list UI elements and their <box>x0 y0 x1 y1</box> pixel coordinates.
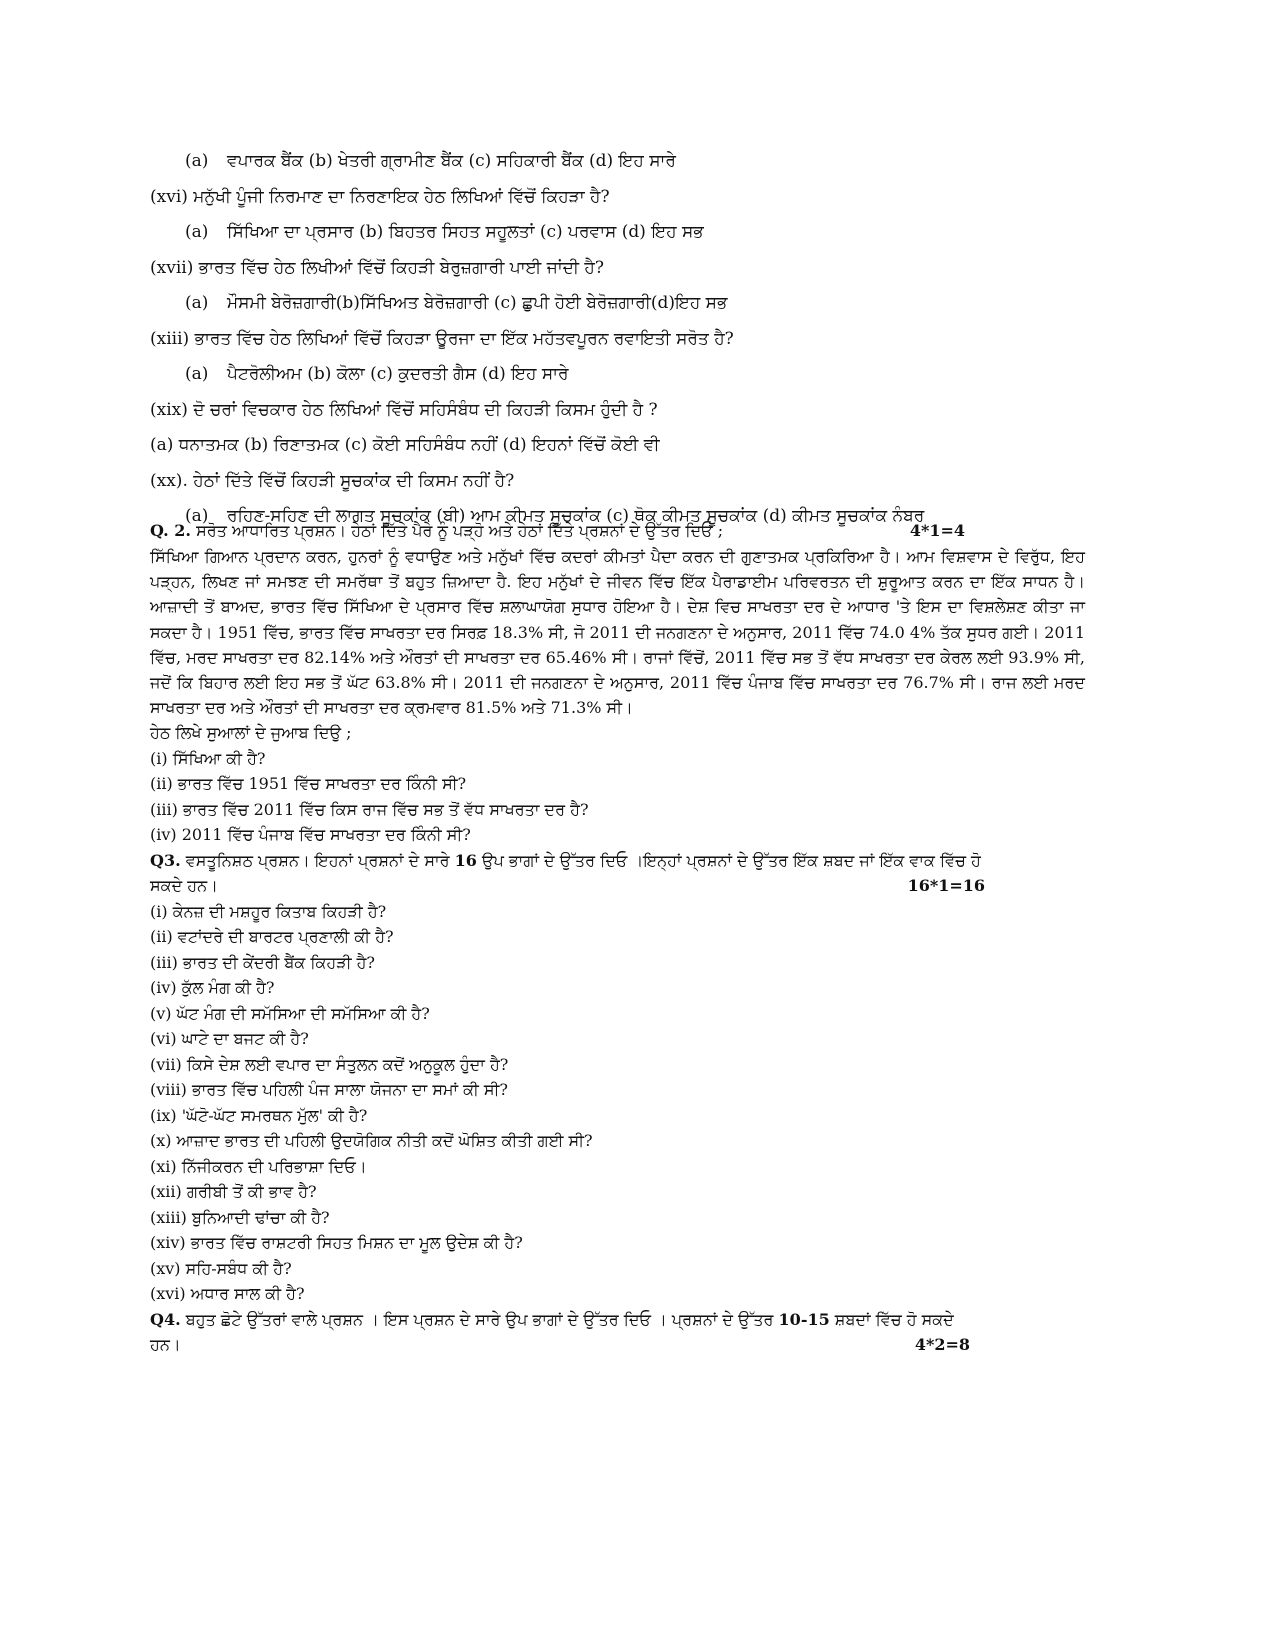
list-item: (ii) ਭਾਰਤ ਵਿੱਚ 1951 ਵਿੱਚ ਸਾਖਰਤਾ ਦਰ ਕਿੰਨੀ ਸੀ? <box>150 774 467 794</box>
q2-heading <box>150 518 1085 544</box>
q3-heading-rest: ਉਪ ਭਾਗਾਂ ਦੇ ਉੱਤਰ ਦਿਓ ।ਇਨ੍ਹਾਂ ਪ੍ਰਸ਼ਨਾਂ ਦੇ ਉੱਤਰ ਇੱਕ ਸ਼ਬਦ ਜਾਂ ਇੱਕ ਵਾਕ ਵਿੱਚ ਹੋ <box>476 850 981 870</box>
question-line: (xx). ਹੇਠਾਂ ਦਿੱਤੇ ਵਿੱਚੋਂ ਕਿਹੜੀ ਸੂਚਕਾਂਕ ਦੀ ਕਿਸਮ ਨਹੀਂ ਹੈ? <box>150 470 515 491</box>
list-item: (v) ਘੱਟ ਮੰਗ ਦੀ ਸਮੱਸਿਆ ਦੀ ਸਮੱਸਿਆ ਕੀ ਹੈ? <box>150 1003 430 1023</box>
list-item: (xvi) ਅਧਾਰ ਸਾਲ ਕੀ ਹੈ? <box>150 1284 305 1304</box>
q2-heading-body: ਸਰੋਤ ਆਧਾਰਿਤ ਪ੍ਰਸ਼ਨ। ਹੇਠਾਂ ਦਿੱਤੇ ਪੈਰੇ ਨੂੰ ਪੜ੍ਹੋ ਅਤੇ ਹੇਠਾਂ ਦਿੱਤੇ ਪ੍ਰਸ਼ਨਾਂ ਦੇ ਉੱਤਰ ਦਿਓ ; <box>190 521 724 540</box>
option-text: ਰਹਿਣ-ਸਹਿਣ ਦੀ ਲਾਗਤ ਸੂਚਕਾਂਕ (ਬੀ) ਆਮ ਕੀਮਤ ਸੂਚਕਾਂਕ (c) ਥੋਕ ਕੀਮਤ ਸੂਚਕਾਂਕ (d) ਕੀਮਤ ਸੂਚਕਾਂਕ ਨੰਬਰ <box>227 506 925 526</box>
lower-section <box>150 518 1085 1358</box>
list-item: (viii) ਭਾਰਤ ਵਿੱਚ ਪਹਿਲੀ ਪੰਜ ਸਾਲਾ ਯੋਜਨਾ ਦਾ ਸਮਾਂ ਕੀ ਸੀ? <box>150 1080 508 1100</box>
list-item: (i) ਸਿੱਖਿਆ ਕੀ ਹੈ? <box>150 748 266 768</box>
option-label: (a) <box>185 222 209 242</box>
list-item: (iv) 2011 ਵਿੱਚ ਪੰਜਾਬ ਵਿੱਚ ਸਾਖਰਤਾ ਦਰ ਕਿੰਨੀ ਸੀ? <box>150 825 471 845</box>
q4-heading-body: ਬਹੁਤ ਛੋਟੇ ਉੱਤਰਾਂ ਵਾਲੇ ਪ੍ਰਸ਼ਨ । ਇਸ ਪ੍ਰਸ਼ਨ ਦੇ ਸਾਰੇ ਉਪ ਭਾਗਾਂ ਦੇ ਉੱਤਰ ਦਿਓ । ਪ੍ਰਸ਼ਨਾਂ ਦੇ ਉੱਤਰ <box>180 1309 779 1329</box>
option-line <box>150 357 1150 393</box>
question-line: (xvi) ਮਨੁੱਖੀ ਪੂੰਜੀ ਨਿਰਮਾਣ ਦਾ ਨਿਰਣਾਇਕ ਹੇਠ ਲਿਖਿਆਂ ਵਿੱਚੋਂ ਕਿਹੜਾ ਹੈ? <box>150 186 610 207</box>
list-item: (iii) ਭਾਰਤ ਦੀ ਕੇਂਦਰੀ ਬੈਂਕ ਕਿਹੜੀ ਹੈ? <box>150 952 375 972</box>
list-item: (x) ਆਜ਼ਾਦ ਭਾਰਤ ਦੀ ਪਹਿਲੀ ਉਦਯੋਗਿਕ ਨੀਤੀ ਕਦੋਂ ਘੋਸ਼ਿਤ ਕੀਤੀ ਗਈ ਸੀ? <box>150 1131 593 1151</box>
option-label: (a) <box>185 151 209 171</box>
list-item: (iv) ਕੁੱਲ ਮੰਗ ਕੀ ਹੈ? <box>150 978 275 998</box>
list-item: (xii) ਗਰੀਬੀ ਤੋਂ ਕੀ ਭਾਵ ਹੈ? <box>150 1182 317 1202</box>
q4-heading-line2 <box>150 1332 1085 1358</box>
q4-heading-line2-text: ਹਨ। <box>150 1335 181 1355</box>
question-line: (xiii) ਭਾਰਤ ਵਿੱਚ ਹੇਠ ਲਿਖਿਆਂ ਵਿੱਚੋਂ ਕਿਹੜਾ ਊਰਜਾ ਦਾ ਇੱਕ ਮਹੱਤਵਪੂਰਨ ਰਵਾਇਤੀ ਸਰੋਤ ਹੈ? <box>150 328 734 349</box>
q3-heading-line2 <box>150 873 1085 899</box>
option-line <box>150 286 1150 322</box>
q3-heading-body: ਵਸਤੂਨਿਸ਼ਠ ਪ੍ਰਸ਼ਨ। ਇਹਨਾਂ ਪ੍ਰਸ਼ਨਾਂ ਦੇ ਸਾਰੇ <box>180 850 455 870</box>
q3-number: Q3. <box>150 850 181 870</box>
list-item: (ix) 'ਘੱਟੋ-ਘੱਟ ਸਮਰਥਨ ਮੁੱਲ' ਕੀ ਹੈ? <box>150 1105 368 1125</box>
list-item: (xiv) ਭਾਰਤ ਵਿੱਚ ਰਾਸ਼ਟਰੀ ਸਿਹਤ ਮਿਸ਼ਨ ਦਾ ਮੂਲ ਉਦੇਸ਼ ਕੀ ਹੈ? <box>150 1233 523 1253</box>
q3-count: 16 <box>454 850 477 870</box>
list-item: (ii) ਵਟਾਂਦਰੇ ਦੀ ਬਾਰਟਰ ਪ੍ਰਣਾਲੀ ਕੀ ਹੈ? <box>150 927 394 947</box>
option-text: ਮੌਸਮੀ ਬੇਰੋਜ਼ਗਾਰੀ(b)ਸਿੱਖਿਅਤ ਬੇਰੋਜ਼ਗਾਰੀ (c) ਛੁਪੀ ਹੋਈ ਬੇਰੋਜ਼ਗਾਰੀ(d)ਇਹ ਸਭ <box>227 293 728 313</box>
question-line: (xvii) ਭਾਰਤ ਵਿੱਚ ਹੇਠ ਲਿਖੀਆਂ ਵਿੱਚੋਂ ਕਿਹੜੀ ਬੇਰੁਜ਼ਗਾਰੀ ਪਾਈ ਜਾਂਦੀ ਹੈ? <box>150 257 604 278</box>
q2-number: Q. 2. <box>150 521 191 540</box>
q4-heading-rest: ਸ਼ਬਦਾਂ ਵਿੱਚ ਹੋ ਸਕਦੇ <box>829 1309 954 1329</box>
option-label: (a) <box>185 506 209 526</box>
q4-range: 10-15 <box>778 1309 830 1329</box>
list-item: (xv) ਸਹਿ-ਸਬੰਧ ਕੀ ਹੈ? <box>150 1258 292 1278</box>
q4-number: Q4. <box>150 1309 181 1329</box>
list-item: (vi) ਘਾਟੇ ਦਾ ਬਜਟ ਕੀ ਹੈ? <box>150 1029 309 1049</box>
q3-heading <box>150 848 1085 874</box>
q4-heading <box>150 1307 1085 1333</box>
option-text: ਪੈਟਰੋਲੀਅਮ (b) ਕੋਲਾ (c) ਕੁਦਰਤੀ ਗੈਸ (d) ਇਹ ਸਾਰੇ <box>227 364 569 384</box>
mcq-section <box>150 144 1150 535</box>
list-item: (xiii) ਬੁਨਿਆਦੀ ਢਾਂਚਾ ਕੀ ਹੈ? <box>150 1207 330 1227</box>
list-item: (iii) ਭਾਰਤ ਵਿੱਚ 2011 ਵਿੱਚ ਕਿਸ ਰਾਜ ਵਿੱਚ ਸਭ ਤੋਂ ਵੱਧ ਸਾਖਰਤਾ ਦਰ ਹੈ? <box>150 799 589 819</box>
question-line: (xix) ਦੋ ਚਰਾਂ ਵਿਚਕਾਰ ਹੇਠ ਲਿਖਿਆਂ ਵਿੱਚੋਂ ਸਹਿਸੰਬੰਧ ਦੀ ਕਿਹੜੀ ਕਿਸਮ ਹੁੰਦੀ ਹੈ ? <box>150 399 658 420</box>
q2-instruction: ਹੇਠ ਲਿਖੇ ਸੁਆਲਾਂ ਦੇ ਜੁਆਬ ਦਿਉ ; <box>150 723 352 743</box>
q4-marks: 4*2=8 <box>914 1335 970 1355</box>
option-text: ਵਪਾਰਕ ਬੈਂਕ (b) ਖੇਤਰੀ ਗ੍ਰਾਮੀਣ ਬੈਂਕ (c) ਸਹਿਕਾਰੀ ਬੈਂਕ (d) ਇਹ ਸਾਰੇ <box>227 151 676 171</box>
question-line: (a) ਧਨਾਤਮਕ (b) ਰਿਣਾਤਮਕ (c) ਕੋਈ ਸਹਿਸੰਬੰਧ ਨਹੀਂ (d) ਇਹਨਾਂ ਵਿੱਚੋਂ ਕੋਈ ਵੀ <box>150 435 660 455</box>
q3-marks: 16*1=16 <box>907 876 985 896</box>
option-label: (a) <box>185 364 209 384</box>
option-line <box>150 144 1150 180</box>
q2-marks: 4*1=4 <box>909 521 965 540</box>
option-line <box>150 215 1150 251</box>
list-item: (xi) ਨਿੱਜੀਕਰਨ ਦੀ ਪਰਿਭਾਸ਼ਾ ਦਿਓ। <box>150 1156 367 1176</box>
list-item: (i) ਕੇਨਜ਼ ਦੀ ਮਸ਼ਹੂਰ ਕਿਤਾਬ ਕਿਹੜੀ ਹੈ? <box>150 901 387 921</box>
q2-heading-text <box>150 518 723 544</box>
q3-heading-line2-text: ਸਕਦੇ ਹਨ। <box>150 876 218 896</box>
option-label: (a) <box>185 293 209 313</box>
list-item: (vii) ਕਿਸੇ ਦੇਸ਼ ਲਈ ਵਪਾਰ ਦਾ ਸੰਤੁਲਨ ਕਦੋਂ ਅਨੁਕੂਲ ਹੁੰਦਾ ਹੈ? <box>150 1054 509 1074</box>
q2-paragraph: ਸਿੱਖਿਆ ਗਿਆਨ ਪ੍ਰਦਾਨ ਕਰਨ, ਹੁਨਰਾਂ ਨੂੰ ਵਧਾਉਣ ਅਤੇ ਮਨੁੱਖਾਂ ਵਿੱਚ ਕਦਰਾਂ ਕੀਮਤਾਂ ਪੈਦਾ ਕਰਨ ਦੀ ਗੁਣਾਤਮਕ ਪ੍ਰਕਿਰਿਆ ਹੈ। ਆਮ ਵਿਸ਼ਵਾਸ ਦੇ ਵਿਰੁੱਧ, ਇਹ ਪੜ੍ਹਨ, ਲਿਖਣ ਜਾਂ ਸਮਝਣ ਦੀ ਸਮਰੱਥਾ ਤੋਂ ਬਹੁਤ ਜ਼ਿਆਦਾ ਹੈ. ਇਹ ਮਨੁੱਖਾਂ ਦੇ ਜੀਵਨ ਵਿੱਚ ਇੱਕ ਪੈਰਾਡਾਈਮ ਪਰਿਵਰਤਨ ਦੀ ਸ਼ੁਰੂਆਤ ਕਰਨ ਦਾ ਇੱਕ ਸਾਧਨ ਹੈ। ਆਜ਼ਾਦੀ ਤੋਂ ਬਾਅਦ, ਭਾਰਤ ਵਿੱਚ ਸਿੱਖਿਆ ਦੇ ਪ੍ਰਸਾਰ ਵਿੱਚ ਸ਼ਲਾਘਾਯੋਗ ਸੁਧਾਰ ਹੋਇਆ ਹੈ। ਦੇਸ਼ ਵਿਚ ਸਾਖਰਤਾ ਦਰ ਦੇ ਆਧਾਰ 'ਤੇ ਇਸ ਦਾ ਵਿਸ਼ਲੇਸ਼ਣ ਕੀਤਾ ਜਾ ਸਕਦਾ ਹੈ। 1951 ਵਿੱਚ, ਭਾਰਤ ਵਿੱਚ ਸਾਖਰਤਾ ਦਰ ਸਿਰਫ਼ 18.3% ਸੀ, ਜੋ 2011 ਦੀ ਜਨਗਣਨਾ ਦੇ ਅਨੁਸਾਰ, 2011 ਵਿੱਚ 74.0 4% ਤੱਕ ਸੁਧਰ ਗਈ। 2011 ਵਿੱਚ, ਮਰਦ ਸਾਖਰਤਾ ਦਰ 82.14% ਅਤੇ ਔਰਤਾਂ ਦੀ ਸਾਖਰਤਾ ਦਰ 65.46% ਸੀ। ਰਾਜਾਂ ਵਿੱਚੋਂ, 2011 ਵਿੱਚ ਸਭ ਤੋਂ ਵੱਧ ਸਾਖਰਤਾ ਦਰ ਕੇਰਲ ਲਈ 93.9% ਸੀ, ਜਦੋਂ ਕਿ ਬਿਹਾਰ ਲਈ ਇਹ ਸਭ ਤੋਂ ਘੱਟ 63.8% ਸੀ। 2011 ਦੀ ਜਨਗਣਨਾ ਦੇ ਅਨੁਸਾਰ, 2011 ਵਿੱਚ ਪੰਜਾਬ ਵਿੱਚ ਸਾਖਰਤਾ ਦਰ 76.7% ਸੀ। ਰਾਜ ਲਈ ਮਰਦ ਸਾਖਰਤਾ ਦਰ ਅਤੇ ਔਰਤਾਂ ਦੀ ਸਾਖਰਤਾ ਦਰ ਕ੍ਰਮਵਾਰ 81.5% ਅਤੇ 71.3% ਸੀ। <box>150 547 1085 718</box>
option-text: ਸਿੱਖਿਆ ਦਾ ਪ੍ਰਸਾਰ (b) ਬਿਹਤਰ ਸਿਹਤ ਸਹੂਲਤਾਂ (c) ਪਰਵਾਸ (d) ਇਹ ਸਭ <box>227 222 704 242</box>
